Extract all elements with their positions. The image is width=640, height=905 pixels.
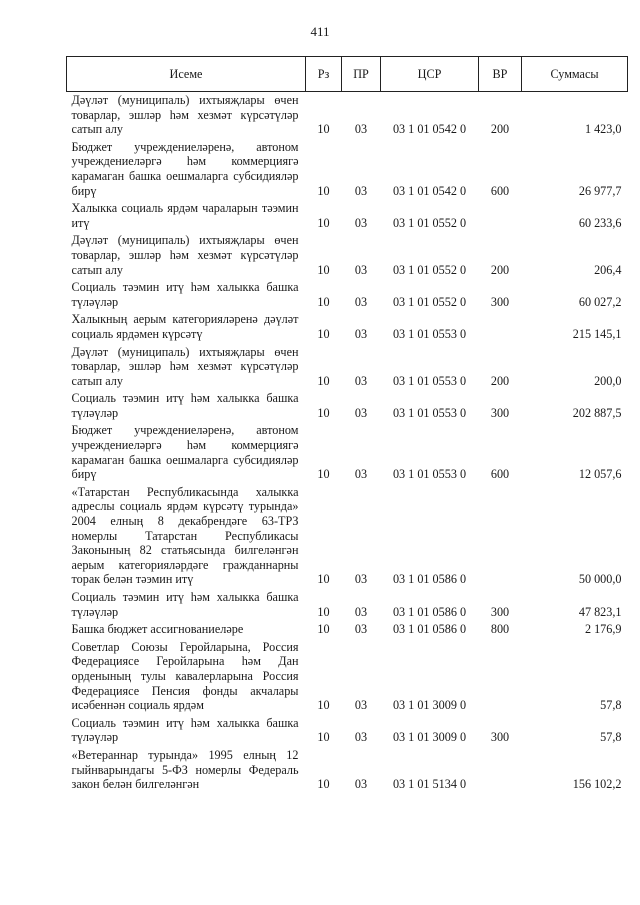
table-row	[67, 715, 628, 747]
row-name-cell: Советлар Союзы Геройларына, Россия Федерациясе Геройларына һәм Дан орденының тулы кавалерларына Россия Федерациясе Пенсия фонды акчалары исәбеннән социаль ярдәм	[71, 639, 299, 713]
header-row	[67, 57, 628, 92]
row-vr-cell	[479, 200, 522, 232]
table-row	[67, 139, 628, 200]
table-row	[67, 200, 628, 232]
row-pr-cell: 03	[354, 467, 368, 482]
row-rz-cell: 10	[317, 622, 330, 637]
row-rz-cell: 10	[317, 183, 330, 198]
row-csr-cell: 03 1 01 0553 0	[392, 326, 467, 341]
table-row	[67, 92, 628, 139]
row-csr-cell: 03 1 01 0552 0	[392, 294, 467, 309]
row-sum-cell: 60 233,6	[578, 215, 622, 230]
row-name-cell: Социаль тәэмин итү һәм халыкка башка түләүләр	[71, 715, 299, 745]
row-pr-cell: 03	[354, 294, 368, 309]
row-rz-cell: 10	[317, 730, 330, 745]
budget-table	[66, 56, 628, 794]
row-pr-cell: 03	[354, 183, 368, 198]
row-rz-cell: 10	[317, 777, 330, 792]
row-sum-cell: 47 823,1	[578, 604, 622, 619]
row-vr-cell	[479, 311, 522, 343]
row-sum-cell: 200,0	[594, 373, 622, 388]
table-row	[67, 344, 628, 391]
row-name-cell: «Ветераннар турында» 1995 елның 12 гыйнварындагы 5-ФЗ номерлы Федераль закон белән билгеләнгән	[71, 747, 299, 792]
table-row	[67, 390, 628, 422]
header-rz: Рз	[306, 57, 342, 92]
row-pr-cell: 03	[354, 698, 368, 713]
row-rz-cell: 10	[317, 698, 330, 713]
row-vr-cell: 300	[490, 604, 510, 619]
row-csr-cell: 03 1 01 0542 0	[392, 122, 467, 137]
row-sum-cell: 202 887,5	[572, 405, 622, 420]
row-name-cell: Дәүләт (муниципаль) ихтыяҗлары өчен товарлар, эшләр һәм хезмәт күрсәтүләр сатып алу	[71, 344, 299, 388]
row-csr-cell: 03 1 01 3009 0	[392, 698, 467, 713]
row-pr-cell: 03	[354, 622, 368, 637]
table-row	[67, 311, 628, 343]
table-row	[67, 279, 628, 311]
row-name-cell: Дәүләт (муниципаль) ихтыяҗлары өчен товарлар, эшләр һәм хезмәт күрсәтүләр сатып алу	[71, 233, 299, 277]
row-csr-cell: 03 1 01 0553 0	[392, 467, 467, 482]
row-pr-cell: 03	[354, 777, 368, 792]
row-csr-cell: 03 1 01 0552 0	[392, 262, 467, 277]
page-number: 411	[310, 24, 330, 39]
row-sum-cell: 206,4	[594, 262, 622, 277]
table-row	[67, 747, 628, 794]
row-pr-cell: 03	[354, 215, 368, 230]
table-row	[67, 589, 628, 621]
row-vr-cell: 800	[490, 622, 510, 637]
row-pr-cell: 03	[354, 604, 368, 619]
row-rz-cell: 10	[317, 294, 330, 309]
row-name-cell: Башка бюджет ассигнованиеләре	[71, 622, 244, 637]
row-sum-cell: 215 145,1	[572, 326, 622, 341]
row-pr-cell: 03	[354, 326, 368, 341]
row-name-cell: Халыкның аерым категорияләренә дәүләт социаль ярдәмен күрсәтү	[71, 312, 299, 341]
row-vr-cell: 600	[490, 183, 510, 198]
row-name-cell: Социаль тәэмин итү һәм халыкка башка түләүләр	[71, 590, 299, 619]
row-vr-cell: 300	[490, 294, 510, 309]
row-name-cell: Бюджет учреждениеләренә, автоном учреждениеләргә һәм коммерциягә карамаган башка оешмаларга субсидияләр бирү	[71, 423, 299, 482]
row-csr-cell: 03 1 01 0553 0	[392, 405, 467, 420]
row-vr-cell	[479, 747, 522, 794]
row-csr-cell: 03 1 01 0542 0	[392, 183, 467, 198]
row-sum-cell: 26 977,7	[578, 183, 622, 198]
row-pr-cell: 03	[354, 730, 368, 745]
row-name-cell: Социаль тәэмин итү һәм халыкка башка түләүләр	[71, 391, 299, 420]
table-row	[67, 232, 628, 279]
table-body	[67, 92, 628, 794]
row-vr-cell: 200	[490, 373, 510, 388]
table-row	[67, 484, 628, 589]
budget-table-container	[66, 56, 627, 794]
header-name: Исеме	[67, 57, 306, 92]
row-sum-cell: 57,8	[600, 730, 622, 745]
row-csr-cell: 03 1 01 3009 0	[392, 730, 467, 745]
row-sum-cell: 156 102,2	[572, 777, 622, 792]
row-rz-cell: 10	[317, 262, 330, 277]
row-vr-cell	[479, 484, 522, 589]
header-vr: ВР	[479, 57, 522, 92]
row-name-cell: Халыкка социаль ярдәм чараларын тәэмин итү	[71, 201, 299, 230]
row-sum-cell: 60 027,2	[578, 294, 622, 309]
row-sum-cell: 57,8	[600, 698, 622, 713]
row-pr-cell: 03	[354, 122, 368, 137]
row-name-cell: Дәүләт (муниципаль) ихтыяҗлары өчен товарлар, эшләр һәм хезмәт күрсәтүләр сатып алу	[71, 93, 299, 137]
row-rz-cell: 10	[317, 373, 330, 388]
row-sum-cell: 12 057,6	[578, 467, 622, 482]
table-row	[67, 621, 628, 639]
row-vr-cell: 300	[490, 730, 510, 745]
row-name-cell: Бюджет учреждениеләренә, автоном учреждениеләргә һәм коммерциягә карамаган башка оешмаларга субсидияләр бирү	[71, 139, 299, 198]
row-name-cell: Социаль тәэмин итү һәм халыкка башка түләүләр	[71, 280, 299, 309]
row-csr-cell: 03 1 01 0553 0	[392, 373, 467, 388]
table-header	[67, 57, 628, 92]
row-rz-cell: 10	[317, 604, 330, 619]
row-vr-cell	[479, 639, 522, 715]
row-csr-cell: 03 1 01 5134 0	[392, 777, 467, 792]
row-pr-cell: 03	[354, 405, 368, 420]
table-row	[67, 639, 628, 715]
row-rz-cell: 10	[317, 405, 330, 420]
row-vr-cell: 200	[490, 122, 510, 137]
row-rz-cell: 10	[317, 467, 330, 482]
row-rz-cell: 10	[317, 326, 330, 341]
row-pr-cell: 03	[354, 373, 368, 388]
row-vr-cell: 300	[490, 405, 510, 420]
row-pr-cell: 03	[354, 262, 368, 277]
row-sum-cell: 50 000,0	[578, 572, 622, 587]
row-rz-cell: 10	[317, 572, 330, 587]
header-csr: ЦСР	[381, 57, 479, 92]
row-name-cell: «Татарстан Республикасында халыкка адреслы социаль ярдәм күрсәтү турында» 2004 елның 8 декабрендәге 63-ТРЗ номерлы Татарстан Республикасы Законының 82 статьясында билгеләнгән аерым категорияләрдәге гражданнарны торак белән тәэмин итү	[71, 484, 299, 587]
row-vr-cell: 200	[490, 262, 510, 277]
row-rz-cell: 10	[317, 215, 330, 230]
header-sum: Суммасы	[522, 57, 628, 92]
row-sum-cell: 2 176,9	[584, 622, 622, 637]
row-csr-cell: 03 1 01 0586 0	[392, 604, 467, 619]
row-csr-cell: 03 1 01 0552 0	[392, 215, 467, 230]
row-pr-cell: 03	[354, 572, 368, 587]
row-rz-cell: 10	[317, 122, 330, 137]
row-csr-cell: 03 1 01 0586 0	[392, 622, 467, 637]
row-sum-cell: 1 423,0	[584, 122, 622, 137]
table-row	[67, 422, 628, 483]
header-pr: ПР	[342, 57, 381, 92]
row-vr-cell: 600	[490, 467, 510, 482]
row-csr-cell: 03 1 01 0586 0	[392, 572, 467, 587]
